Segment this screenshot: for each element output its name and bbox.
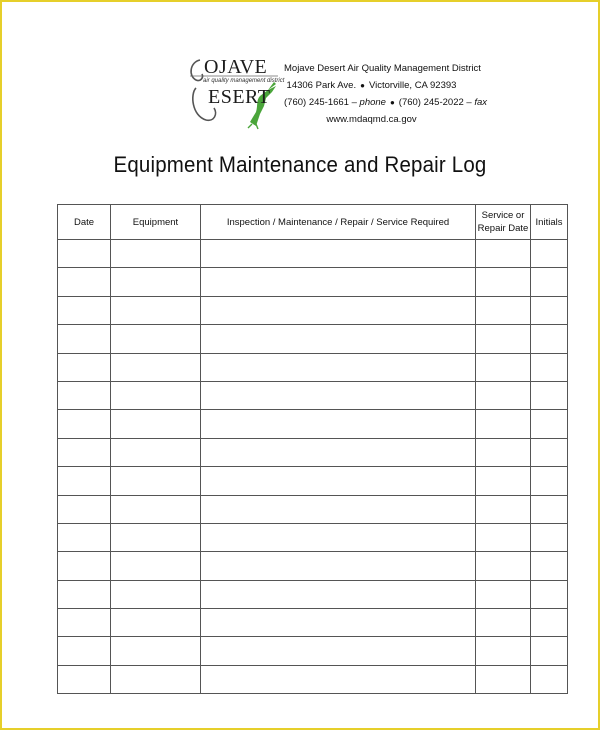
cell-inspection[interactable]: [201, 609, 476, 637]
cell-inspection[interactable]: [201, 580, 476, 608]
header-service-line1: Service or: [481, 210, 525, 221]
cell-inspection[interactable]: [201, 552, 476, 580]
cell-equipment[interactable]: [111, 268, 201, 296]
logo-tagline: air quality management district: [203, 78, 285, 84]
cell-inspection[interactable]: [201, 438, 476, 466]
cell-equipment[interactable]: [111, 637, 201, 665]
header-date: Date: [58, 205, 111, 240]
cell-date[interactable]: [58, 552, 111, 580]
cell-date[interactable]: [58, 467, 111, 495]
cell-inspection[interactable]: [201, 353, 476, 381]
org-website: www.mdaqmd.ca.gov: [326, 114, 417, 125]
header-initials: Initials: [531, 205, 568, 240]
table-row: [58, 410, 568, 438]
cell-initials[interactable]: [531, 609, 568, 637]
cell-equipment[interactable]: [111, 665, 201, 693]
cell-service-date[interactable]: [476, 495, 531, 523]
cell-inspection[interactable]: [201, 637, 476, 665]
cell-service-date[interactable]: [476, 665, 531, 693]
table-row: [58, 580, 568, 608]
cell-initials[interactable]: [531, 495, 568, 523]
table-row: [58, 353, 568, 381]
header-inspection: Inspection / Maintenance / Repair / Service Required: [201, 205, 476, 240]
cell-date[interactable]: [58, 665, 111, 693]
cell-date[interactable]: [58, 637, 111, 665]
cell-equipment[interactable]: [111, 296, 201, 324]
cell-initials[interactable]: [531, 467, 568, 495]
org-address: [284, 77, 459, 94]
header-service-line2: Repair Date: [477, 223, 529, 234]
cell-equipment[interactable]: [111, 580, 201, 608]
table-row: [58, 637, 568, 665]
cell-date[interactable]: [58, 523, 111, 551]
table-row: [58, 268, 568, 296]
cell-initials[interactable]: [531, 580, 568, 608]
cell-date[interactable]: [58, 353, 111, 381]
cell-service-date[interactable]: [476, 353, 531, 381]
page-title: Equipment Maintenance and Repair Log: [113, 152, 487, 177]
cell-service-date[interactable]: [476, 467, 531, 495]
cell-initials[interactable]: [531, 637, 568, 665]
phone-label: phone: [359, 97, 386, 108]
cell-service-date[interactable]: [476, 410, 531, 438]
bullet-icon: ●: [389, 98, 395, 107]
header-equipment: Equipment: [111, 205, 201, 240]
table-row: [58, 467, 568, 495]
table-row: [58, 325, 568, 353]
cell-equipment[interactable]: [111, 552, 201, 580]
cell-date[interactable]: [58, 325, 111, 353]
cell-equipment[interactable]: [111, 523, 201, 551]
cell-inspection[interactable]: [201, 495, 476, 523]
cell-initials[interactable]: [531, 410, 568, 438]
cell-date[interactable]: [58, 268, 111, 296]
cell-equipment[interactable]: [111, 325, 201, 353]
cell-service-date[interactable]: [476, 438, 531, 466]
header-service-date: [476, 205, 531, 240]
org-contact-block: [284, 60, 488, 128]
cell-initials[interactable]: [531, 296, 568, 324]
cell-service-date[interactable]: [476, 552, 531, 580]
cell-service-date[interactable]: [476, 381, 531, 409]
table-row: [58, 296, 568, 324]
cell-initials[interactable]: [531, 268, 568, 296]
cell-service-date[interactable]: [476, 296, 531, 324]
logo-text-mojave: OJAVE: [204, 56, 268, 78]
table-row: [58, 240, 568, 268]
table-row: [58, 523, 568, 551]
org-phones: (760) 245-1661 – phone ● (760) 245-2022 – fax: [284, 97, 488, 108]
address-city: Victorville, CA 92393: [368, 80, 457, 91]
cell-initials[interactable]: [531, 381, 568, 409]
maintenance-log-table: [57, 204, 568, 694]
bullet-icon: ●: [360, 81, 365, 90]
cell-inspection[interactable]: [201, 296, 476, 324]
cell-inspection[interactable]: [201, 381, 476, 409]
cell-equipment[interactable]: [111, 609, 201, 637]
table-row: [58, 609, 568, 637]
table-row: [58, 495, 568, 523]
cell-inspection[interactable]: [201, 665, 476, 693]
cell-initials[interactable]: [531, 325, 568, 353]
cell-service-date[interactable]: [476, 637, 531, 665]
cell-date[interactable]: [58, 495, 111, 523]
table-body: [58, 240, 568, 694]
logo-text-desert: ESERT: [208, 86, 271, 108]
cell-equipment[interactable]: [111, 467, 201, 495]
cell-service-date[interactable]: [476, 268, 531, 296]
address-street: 14306 Park Ave.: [286, 80, 357, 91]
cell-initials[interactable]: [531, 240, 568, 268]
cell-inspection[interactable]: [201, 325, 476, 353]
cell-equipment[interactable]: [111, 353, 201, 381]
cell-initials[interactable]: [531, 438, 568, 466]
cell-date[interactable]: [58, 609, 111, 637]
cell-initials[interactable]: [531, 552, 568, 580]
cell-service-date[interactable]: [476, 325, 531, 353]
cell-inspection[interactable]: [201, 240, 476, 268]
cell-inspection[interactable]: [201, 523, 476, 551]
table-row: [58, 665, 568, 693]
cell-service-date[interactable]: [476, 609, 531, 637]
cell-inspection[interactable]: [201, 410, 476, 438]
cell-service-date[interactable]: [476, 580, 531, 608]
cell-initials[interactable]: [531, 665, 568, 693]
cell-initials[interactable]: [531, 353, 568, 381]
cell-equipment[interactable]: [111, 240, 201, 268]
district-logo: [186, 54, 285, 130]
cell-equipment[interactable]: [111, 438, 201, 466]
cell-date[interactable]: [58, 438, 111, 466]
fax-number: (760) 245-2022: [398, 97, 464, 108]
table-row: [58, 552, 568, 580]
cell-inspection[interactable]: [201, 268, 476, 296]
cell-inspection[interactable]: [201, 467, 476, 495]
cell-date[interactable]: [58, 410, 111, 438]
cell-equipment[interactable]: [111, 410, 201, 438]
cell-date[interactable]: [58, 381, 111, 409]
table-header-row: [58, 205, 568, 240]
table-row: [58, 438, 568, 466]
phone-number: (760) 245-1661: [284, 97, 349, 108]
cell-equipment[interactable]: [111, 381, 201, 409]
cell-date[interactable]: [58, 240, 111, 268]
cell-service-date[interactable]: [476, 523, 531, 551]
cell-equipment[interactable]: [111, 495, 201, 523]
org-name: Mojave Desert Air Quality Management District: [284, 63, 481, 74]
cell-initials[interactable]: [531, 523, 568, 551]
table-row: [58, 381, 568, 409]
cell-date[interactable]: [58, 580, 111, 608]
fax-label: fax: [474, 97, 488, 108]
cell-date[interactable]: [58, 296, 111, 324]
cell-service-date[interactable]: [476, 240, 531, 268]
